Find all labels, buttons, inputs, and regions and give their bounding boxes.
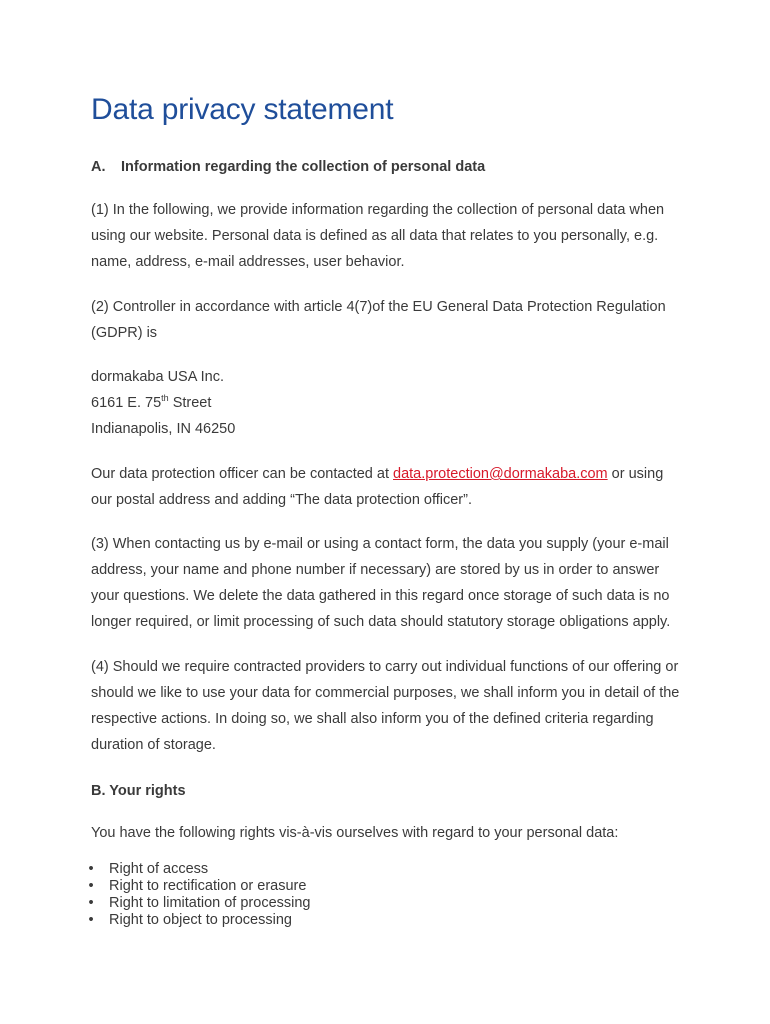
address-city: Indianapolis, IN 46250 <box>91 421 236 437</box>
dpo-paragraph <box>91 461 691 513</box>
controller-address <box>91 364 691 442</box>
bullet-icon: • <box>88 861 94 877</box>
dpo-text-line2: our postal address and adding “The data protection officer”. <box>91 492 472 508</box>
document-page <box>88 90 691 928</box>
section-a-heading <box>91 157 485 177</box>
paragraph-3: (3) When contacting us by e-mail or using a contact form, the data you supply (your e-mail address, your name and phone number if necessary) are stored by us in order to answer your questions. We delete the data gathered in this regard once storage of such data is no longer required, or limit processing of such data should statutory storage obligations apply. <box>91 536 671 630</box>
address-street: 6161 E. 75th Street <box>91 393 212 411</box>
section-a-letter: A. <box>91 159 106 175</box>
list-item: • Right of access <box>91 861 311 878</box>
bullet-icon: • <box>88 878 94 894</box>
page-title: Data privacy statement <box>91 93 394 126</box>
rights-intro: You have the following rights vis-à-vis ourselves with regard to your personal data: <box>91 825 619 841</box>
list-item: • Right to limitation of processing <box>91 895 311 912</box>
section-a-title: Information regarding the collection of personal data <box>121 159 486 175</box>
dpo-email-link[interactable]: data.protection@dormakaba.com <box>393 466 608 482</box>
list-item: • Right to rectification or erasure <box>91 878 311 895</box>
paragraph-1: (1) In the following, we provide information regarding the collection of personal data when using our website. Personal data is defined as all data that relates to you personally, e.g. name, address, e-mail addresses, user behavior. <box>91 202 665 270</box>
list-item: • Right to object to processing <box>91 912 311 929</box>
dpo-text-before: Our data protection officer can be contacted at <box>91 466 394 482</box>
dpo-text-after: or using <box>607 466 664 482</box>
rights-list <box>88 861 311 929</box>
section-b-heading: B. Your rights <box>91 783 186 799</box>
paragraph-4: (4) Should we require contracted providers to carry out individual functions of our offering or should we like to use your data for commercial purposes, we shall inform you in detail of the respective actions. In doing so, we shall also inform you of the defined criteria regarding duration of storage. <box>91 659 680 753</box>
paragraph-2: (2) Controller in accordance with article 4(7)of the EU General Data Protection Regulation (GDPR) is <box>91 299 666 341</box>
bullet-icon: • <box>88 895 94 911</box>
address-company: dormakaba USA Inc. <box>91 369 224 385</box>
bullet-icon: • <box>88 912 94 928</box>
